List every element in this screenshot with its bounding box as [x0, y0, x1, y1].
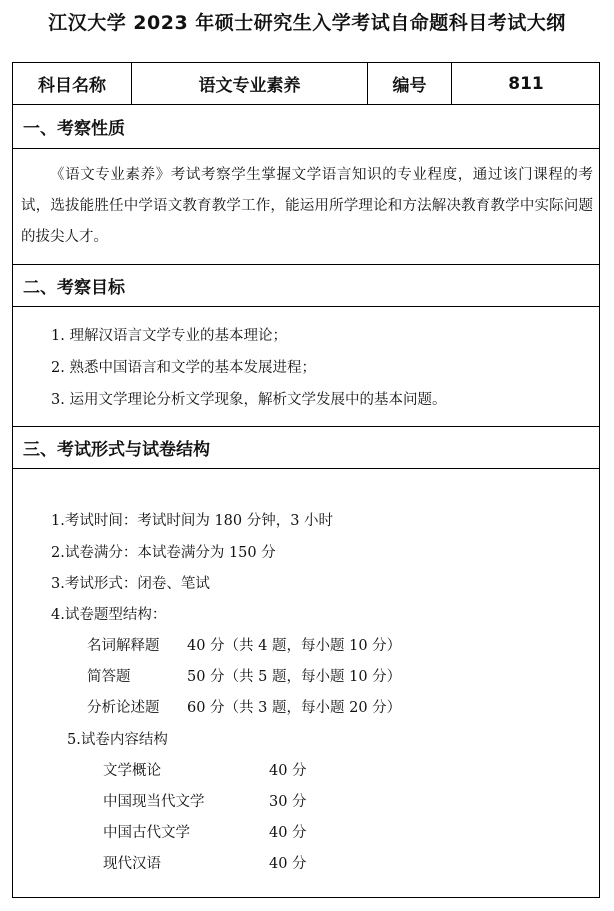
- section-heading-objectives: 二、考察目标: [13, 265, 599, 307]
- section-heading-nature: 一、考察性质: [13, 105, 599, 149]
- content-area-name: 中国古代文学: [103, 825, 190, 841]
- section-body-format: [13, 469, 599, 897]
- syllabus-table: [12, 62, 600, 898]
- objective-item: 1. 理解汉语言文学专业的基本理论；: [51, 328, 287, 344]
- content-area-score: 40 分: [269, 856, 307, 872]
- question-type-name: 名词解释题: [87, 638, 160, 654]
- content-area-score: 40 分: [269, 825, 307, 841]
- content-structure-heading: 5.试卷内容结构: [67, 732, 168, 748]
- content-area-score: 30 分: [269, 794, 307, 810]
- question-type-detail: 50 分（共 5 题，每小题 10 分）: [187, 669, 402, 685]
- format-item: 4.试卷题型结构：: [51, 607, 167, 623]
- subject-code-label: 编号: [368, 63, 452, 104]
- format-item: 3.考试形式：闭卷、笔试: [51, 576, 210, 592]
- objective-item: 3. 运用文学理论分析文学现象，解析文学发展中的基本问题。: [51, 392, 447, 408]
- format-item: 2.试卷满分：本试卷满分为 150 分: [51, 545, 276, 561]
- question-type-name: 分析论述题: [87, 700, 160, 716]
- section-body-objectives: [13, 307, 599, 427]
- content-area-name: 文学概论: [103, 763, 161, 779]
- subject-name-value: 语文专业素养: [132, 63, 368, 104]
- content-area-name: 现代汉语: [103, 856, 161, 872]
- subject-name-label: 科目名称: [13, 63, 132, 104]
- question-type-detail: 60 分（共 3 题，每小题 20 分）: [187, 700, 402, 716]
- section-body-nature: [13, 149, 599, 265]
- question-type-name: 简答题: [87, 669, 131, 685]
- question-type-detail: 40 分（共 4 题，每小题 10 分）: [187, 638, 402, 654]
- subject-header-row: [13, 63, 599, 105]
- content-area-score: 40 分: [269, 763, 307, 779]
- document-title: 江汉大学 2023 年硕士研究生入学考试自命题科目考试大纲: [48, 12, 566, 34]
- subject-code-value: 811: [508, 73, 544, 94]
- objective-item: 2. 熟悉中国语言和文学的基本发展进程；: [51, 360, 316, 376]
- content-area-name: 中国现当代文学: [103, 794, 205, 810]
- section-heading-format: 三、考试形式与试卷结构: [13, 427, 599, 469]
- format-item: 1.考试时间：考试时间为 180 分钟，3 小时: [51, 513, 334, 529]
- nature-paragraph: 《语文专业素养》考试考察学生掌握文学语言知识的专业程度，通过该门课程的考试，选拔能胜任中学语文教育教学工作，能运用所学理论和方法解决教育教学中实际问题的拔尖人才。: [21, 167, 593, 245]
